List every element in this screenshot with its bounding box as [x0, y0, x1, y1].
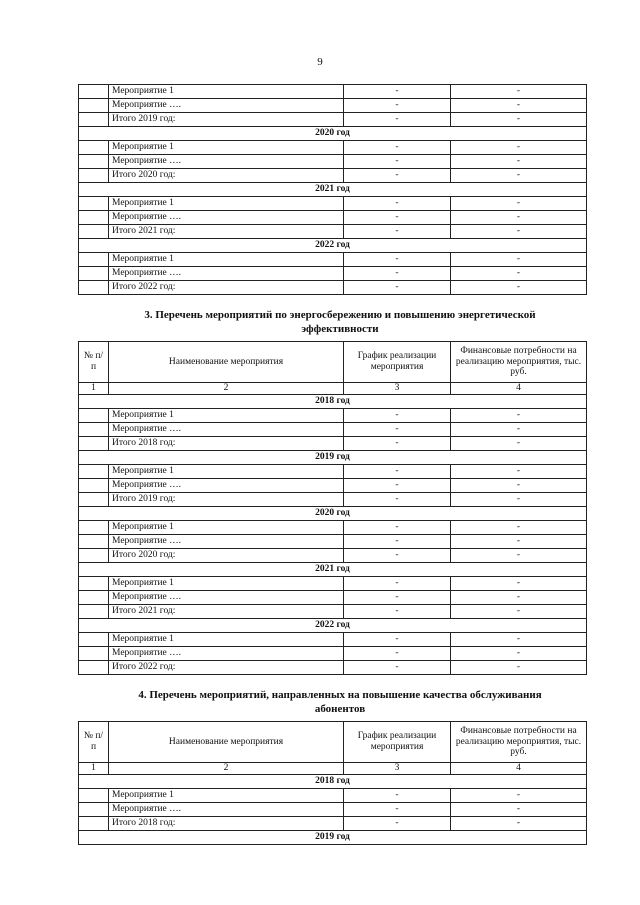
col-header-finance: Финансовые потребности на реализацию мероприятия, тыс. руб. — [451, 342, 587, 383]
energy-saving-measures-table — [78, 341, 587, 675]
finance-cell: - — [451, 577, 587, 591]
total-row — [79, 661, 587, 675]
year-label: 2020 год — [79, 127, 587, 141]
year-row — [79, 183, 587, 197]
year-row — [79, 395, 587, 409]
section-3-heading-line2: эффективности — [301, 322, 379, 335]
schedule-cell: - — [344, 197, 451, 211]
number-cell — [79, 465, 109, 479]
schedule-cell: - — [344, 521, 451, 535]
finance-cell: - — [451, 409, 587, 423]
measure-row — [79, 591, 587, 605]
number-cell — [79, 803, 109, 817]
finance-cell: - — [451, 423, 587, 437]
col-number-4: 4 — [451, 383, 587, 395]
total-label: Итого 2022 год: — [109, 661, 344, 675]
measure-row — [79, 211, 587, 225]
total-row — [79, 493, 587, 507]
measure-name: Мероприятие 1 — [109, 141, 344, 155]
measure-row — [79, 647, 587, 661]
finance-cell: - — [451, 267, 587, 281]
table-header-row — [79, 722, 587, 763]
schedule-cell: - — [344, 253, 451, 267]
number-cell — [79, 225, 109, 239]
schedule-cell: - — [344, 633, 451, 647]
schedule-cell: - — [344, 535, 451, 549]
number-cell — [79, 197, 109, 211]
measure-row — [79, 409, 587, 423]
schedule-cell: - — [344, 789, 451, 803]
section-4-heading-line2: абонентов — [314, 702, 366, 715]
total-row — [79, 169, 587, 183]
col-header-schedule: График реализации мероприятия — [344, 342, 451, 383]
measure-row — [79, 155, 587, 169]
measure-name: Мероприятие …. — [109, 479, 344, 493]
page-number: 9 — [317, 56, 323, 68]
service-quality-measures-table — [78, 721, 587, 845]
schedule-cell: - — [344, 493, 451, 507]
measure-name: Мероприятие 1 — [109, 197, 344, 211]
year-label: 2019 год — [79, 451, 587, 465]
finance-cell: - — [451, 253, 587, 267]
schedule-cell: - — [344, 437, 451, 451]
total-label: Итого 2019 год: — [109, 113, 344, 127]
col-header-finance: Финансовые потребности на реализацию мероприятия, тыс. руб. — [451, 722, 587, 763]
measure-row — [79, 253, 587, 267]
finance-cell: - — [451, 113, 587, 127]
finance-cell: - — [451, 437, 587, 451]
year-row — [79, 619, 587, 633]
year-label: 2018 год — [79, 775, 587, 789]
measure-name: Мероприятие 1 — [109, 253, 344, 267]
year-row — [79, 239, 587, 253]
number-cell — [79, 577, 109, 591]
measure-row — [79, 99, 587, 113]
number-cell — [79, 99, 109, 113]
schedule-cell: - — [344, 113, 451, 127]
measure-name: Мероприятие 1 — [109, 789, 344, 803]
number-cell — [79, 141, 109, 155]
measure-row — [79, 423, 587, 437]
finance-cell: - — [451, 661, 587, 675]
year-row — [79, 127, 587, 141]
finance-cell: - — [451, 535, 587, 549]
number-cell — [79, 647, 109, 661]
measure-row — [79, 479, 587, 493]
year-row — [79, 451, 587, 465]
year-row — [79, 775, 587, 789]
measure-name: Мероприятие …. — [109, 155, 344, 169]
table-header-row — [79, 342, 587, 383]
finance-cell: - — [451, 85, 587, 99]
number-cell — [79, 267, 109, 281]
finance-cell: - — [451, 549, 587, 563]
measure-row — [79, 141, 587, 155]
measure-row — [79, 465, 587, 479]
number-cell — [79, 633, 109, 647]
measure-name: Мероприятие …. — [109, 423, 344, 437]
number-cell — [79, 521, 109, 535]
schedule-cell: - — [344, 817, 451, 831]
number-cell — [79, 155, 109, 169]
measure-name: Мероприятие 1 — [109, 577, 344, 591]
total-label: Итого 2018 год: — [109, 817, 344, 831]
schedule-cell: - — [344, 577, 451, 591]
measure-name: Мероприятие …. — [109, 99, 344, 113]
finance-cell: - — [451, 155, 587, 169]
number-cell — [79, 493, 109, 507]
measures-table-continued — [78, 84, 587, 295]
section-3-heading — [60, 309, 620, 337]
number-cell — [79, 169, 109, 183]
total-label: Итого 2020 год: — [109, 169, 344, 183]
finance-cell: - — [451, 141, 587, 155]
table-body — [79, 85, 587, 295]
number-cell — [79, 661, 109, 675]
year-label: 2022 год — [79, 619, 587, 633]
schedule-cell: - — [344, 169, 451, 183]
number-cell — [79, 423, 109, 437]
measure-name: Мероприятие 1 — [109, 465, 344, 479]
number-cell — [79, 281, 109, 295]
finance-cell: - — [451, 803, 587, 817]
number-cell — [79, 409, 109, 423]
number-cell — [79, 789, 109, 803]
year-label: 2018 год — [79, 395, 587, 409]
number-cell — [79, 479, 109, 493]
finance-cell: - — [451, 479, 587, 493]
measure-name: Мероприятие 1 — [109, 409, 344, 423]
schedule-cell: - — [344, 591, 451, 605]
schedule-cell: - — [344, 605, 451, 619]
year-label: 2021 год — [79, 183, 587, 197]
measure-row — [79, 577, 587, 591]
table-body — [79, 395, 587, 675]
number-cell — [79, 85, 109, 99]
number-cell — [79, 605, 109, 619]
measure-row — [79, 633, 587, 647]
total-row — [79, 437, 587, 451]
measure-row — [79, 85, 587, 99]
measure-name: Мероприятие …. — [109, 211, 344, 225]
table-body — [79, 775, 587, 845]
section-4-heading-line1: 4. Перечень мероприятий, направленных на повышение качества обслуживания — [138, 689, 542, 701]
finance-cell: - — [451, 465, 587, 479]
col-number-1: 1 — [79, 763, 109, 775]
measure-name: Мероприятие 1 — [109, 521, 344, 535]
finance-cell: - — [451, 591, 587, 605]
column-number-row — [79, 763, 587, 775]
measure-row — [79, 535, 587, 549]
finance-cell: - — [451, 633, 587, 647]
finance-cell: - — [451, 605, 587, 619]
measure-row — [79, 521, 587, 535]
schedule-cell: - — [344, 803, 451, 817]
finance-cell: - — [451, 99, 587, 113]
schedule-cell: - — [344, 225, 451, 239]
col-number-1: 1 — [79, 383, 109, 395]
measure-name: Мероприятие 1 — [109, 85, 344, 99]
year-row — [79, 507, 587, 521]
number-cell — [79, 591, 109, 605]
number-cell — [79, 253, 109, 267]
total-label: Итого 2021 год: — [109, 225, 344, 239]
col-header-number: № п/п — [79, 722, 109, 763]
number-cell — [79, 817, 109, 831]
schedule-cell: - — [344, 211, 451, 225]
col-header-schedule: График реализации мероприятия — [344, 722, 451, 763]
number-cell — [79, 549, 109, 563]
col-header-name: Наименование мероприятия — [109, 342, 344, 383]
schedule-cell: - — [344, 549, 451, 563]
measure-row — [79, 789, 587, 803]
number-cell — [79, 535, 109, 549]
measure-name: Мероприятие …. — [109, 267, 344, 281]
measure-name: Мероприятие …. — [109, 803, 344, 817]
schedule-cell: - — [344, 281, 451, 295]
col-number-4: 4 — [451, 763, 587, 775]
number-cell — [79, 211, 109, 225]
measure-row — [79, 267, 587, 281]
finance-cell: - — [451, 225, 587, 239]
schedule-cell: - — [344, 465, 451, 479]
measure-row — [79, 803, 587, 817]
col-number-2: 2 — [109, 383, 344, 395]
col-number-3: 3 — [344, 383, 451, 395]
finance-cell: - — [451, 169, 587, 183]
finance-cell: - — [451, 281, 587, 295]
year-label: 2021 год — [79, 563, 587, 577]
schedule-cell: - — [344, 155, 451, 169]
measure-name: Мероприятие …. — [109, 647, 344, 661]
schedule-cell: - — [344, 267, 451, 281]
total-row — [79, 113, 587, 127]
col-number-3: 3 — [344, 763, 451, 775]
finance-cell: - — [451, 493, 587, 507]
schedule-cell: - — [344, 141, 451, 155]
measure-row — [79, 197, 587, 211]
measure-name: Мероприятие 1 — [109, 633, 344, 647]
schedule-cell: - — [344, 423, 451, 437]
schedule-cell: - — [344, 479, 451, 493]
total-row — [79, 605, 587, 619]
schedule-cell: - — [344, 647, 451, 661]
finance-cell: - — [451, 521, 587, 535]
year-row — [79, 563, 587, 577]
schedule-cell: - — [344, 661, 451, 675]
total-label: Итого 2020 год: — [109, 549, 344, 563]
year-row — [79, 831, 587, 845]
finance-cell: - — [451, 789, 587, 803]
total-label: Итого 2021 год: — [109, 605, 344, 619]
total-label: Итого 2019 год: — [109, 493, 344, 507]
schedule-cell: - — [344, 85, 451, 99]
finance-cell: - — [451, 817, 587, 831]
measure-name: Мероприятие …. — [109, 591, 344, 605]
finance-cell: - — [451, 647, 587, 661]
total-label: Итого 2018 год: — [109, 437, 344, 451]
schedule-cell: - — [344, 99, 451, 113]
total-row — [79, 225, 587, 239]
col-header-number: № п/п — [79, 342, 109, 383]
col-header-name: Наименование мероприятия — [109, 722, 344, 763]
finance-cell: - — [451, 197, 587, 211]
col-number-2: 2 — [109, 763, 344, 775]
schedule-cell: - — [344, 409, 451, 423]
year-label: 2022 год — [79, 239, 587, 253]
total-row — [79, 281, 587, 295]
year-label: 2019 год — [79, 831, 587, 845]
number-cell — [79, 113, 109, 127]
finance-cell: - — [451, 211, 587, 225]
column-number-row — [79, 383, 587, 395]
total-label: Итого 2022 год: — [109, 281, 344, 295]
number-cell — [79, 437, 109, 451]
measure-name: Мероприятие …. — [109, 535, 344, 549]
section-3-heading-line1: 3. Перечень мероприятий по энергосбережению и повышению энергетической — [144, 309, 536, 321]
section-4-heading — [60, 689, 620, 717]
total-row — [79, 817, 587, 831]
total-row — [79, 549, 587, 563]
year-label: 2020 год — [79, 507, 587, 521]
